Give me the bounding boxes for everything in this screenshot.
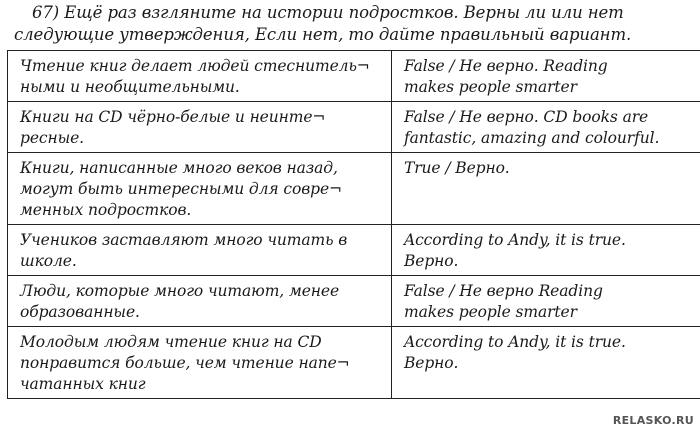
statement-text: могут быть интересными для совре¬	[20, 180, 342, 198]
answer-cell	[392, 102, 700, 153]
answer-cell	[392, 153, 700, 225]
answer-text: According to Andy, it is true.	[404, 333, 626, 351]
answer-cell	[392, 225, 700, 276]
statement-text: Учеников заставляют много читать в	[20, 231, 348, 249]
statement-cell	[8, 51, 392, 102]
answer-cell	[392, 327, 700, 399]
answers-table	[7, 50, 700, 399]
statement-cell	[8, 153, 392, 225]
answer-text: Верно.	[404, 252, 459, 270]
statement-text: Книги, написанные много веков назад,	[20, 159, 338, 177]
statement-text: чатанных книг	[20, 375, 146, 393]
table-row	[8, 276, 700, 327]
exercise-instruction	[14, 2, 694, 46]
answer-text: False / Не верно. Reading	[404, 57, 608, 75]
answer-text: True / Верно.	[404, 159, 510, 177]
statement-text: ресные.	[20, 129, 85, 147]
answer-text: Верно.	[404, 354, 459, 372]
instruction-line-2: следующие утверждения, Если нет, то дайте правильный вариант.	[14, 25, 632, 44]
table-row	[8, 51, 700, 102]
statement-text: Книги на CD чёрно-белые и неинте¬	[20, 108, 326, 126]
answer-text: makes people smarter	[404, 78, 577, 96]
statement-text: понравится больше, чем чтение напе¬	[20, 354, 350, 372]
table-row	[8, 102, 700, 153]
table-row	[8, 327, 700, 399]
statement-cell	[8, 276, 392, 327]
statement-text: ными и необщительными.	[20, 78, 240, 96]
statement-cell	[8, 327, 392, 399]
site-watermark: RELASKO.RU	[612, 414, 694, 427]
answer-text: makes people smarter	[404, 303, 577, 321]
answer-cell	[392, 51, 700, 102]
table-row	[8, 225, 700, 276]
statement-text: Чтение книг делает людей стеснитель¬	[20, 57, 370, 75]
answer-text: False / Не верно. CD books are	[404, 108, 649, 126]
statement-text: образованные.	[20, 303, 140, 321]
table-row	[8, 153, 700, 225]
answer-text: According to Andy, it is true.	[404, 231, 626, 249]
statement-text: Молодым людям чтение книг на CD	[20, 333, 322, 351]
instruction-line-1: 67) Ещё раз взгляните на истории подростков. Верны ли или нет	[32, 3, 624, 22]
statement-text: менных подростков.	[20, 201, 192, 219]
statement-cell	[8, 225, 392, 276]
answer-cell	[392, 276, 700, 327]
statement-text: школе.	[20, 252, 77, 270]
answer-text: fantastic, amazing and colourful.	[404, 129, 660, 147]
answer-text: False / Не верно Reading	[404, 282, 603, 300]
statement-cell	[8, 102, 392, 153]
statement-text: Люди, которые много читают, менее	[20, 282, 340, 300]
